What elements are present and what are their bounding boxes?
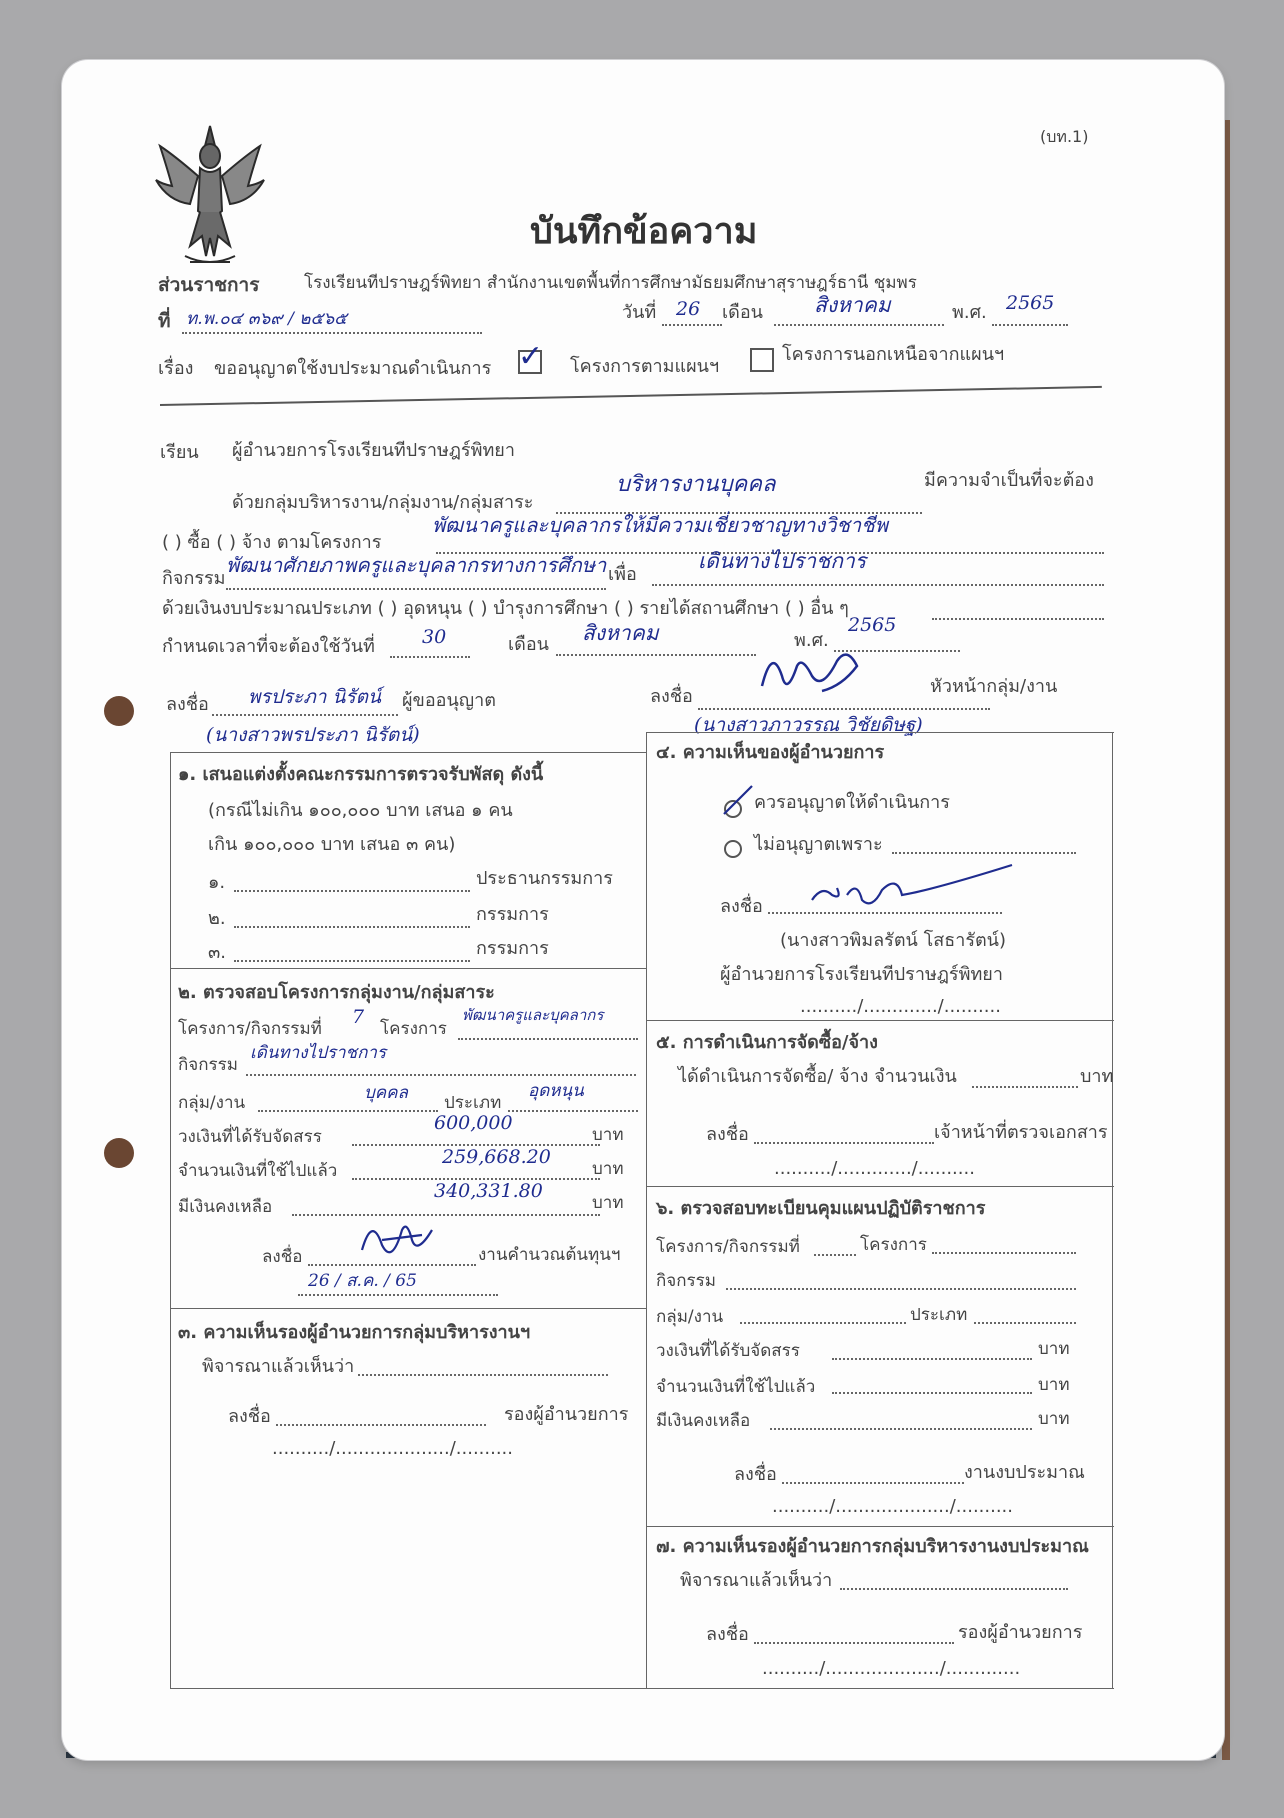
sec6-used-label: จำนวนเงินที่ใช้ไปแล้ว — [656, 1377, 816, 1397]
sec6-title: ๖. ตรวจสอบทะเบียนคุมแผนปฏิบัติราชการ — [656, 1198, 986, 1219]
sec2-group-value: บุคคล — [364, 1083, 408, 1103]
sec3-title: ๓. ความเห็นรองผู้อำนวยการกลุ่มบริหารงานฯ — [178, 1322, 531, 1343]
sec6-budget-label: วงเงินที่ได้รับจัดสรร — [656, 1341, 800, 1361]
sec3-consider: พิจารณาแล้วเห็นว่า — [202, 1356, 355, 1377]
sec6-activity-label: กิจกรรม — [656, 1271, 717, 1291]
date-year-label: พ.ศ. — [952, 302, 987, 323]
sec6-sig-label: ลงชื่อ — [734, 1464, 777, 1485]
page-title: บันทึกข้อความ — [530, 211, 758, 252]
sec4-approve: ควรอนุญาตให้ดำเนินการ — [754, 792, 950, 813]
sec3-sig-label: ลงชื่อ — [228, 1406, 271, 1427]
sec1-note1: (กรณีไม่เกิน ๑๐๐,๐๐๐ บาท เสนอ ๑ คน — [208, 800, 513, 821]
check-mark: ✓ — [518, 339, 544, 374]
sec2-used-unit: บาท — [592, 1159, 624, 1179]
sec4-title: ๔. ความเห็นของผู้อำนวยการ — [656, 742, 885, 763]
sec5-sig-role: เจ้าหน้าที่ตรวจเอกสาร — [934, 1122, 1108, 1143]
sec1-row2-num: ๒. — [208, 908, 226, 929]
sec2-budget-unit: บาท — [592, 1125, 624, 1145]
date-day-label: วันที่ — [622, 302, 657, 323]
sec1-row2-role: กรรมการ — [476, 904, 549, 925]
sec2-project-no: 7 — [352, 1006, 365, 1028]
sec7-sig-role: รองผู้อำนวยการ — [958, 1622, 1083, 1643]
sec1-row3-num: ๓. — [208, 942, 227, 963]
sec3-date: ........../..................../.......... — [272, 1438, 513, 1459]
sec6-sig-role: งานงบประมาณ — [964, 1462, 1085, 1483]
document-page — [62, 60, 1224, 1760]
subject-text: ขออนุญาตใช้งบประมาณดำเนินการ — [214, 358, 492, 379]
line5-month-label: เดือน — [508, 634, 549, 655]
sec6-date: ........../..................../.......... — [772, 1496, 1013, 1517]
line4-text: ด้วยเงินงบประมาณประเภท ( ) อุดหนุน ( ) บำรุงการศึกษา ( ) รายได้สถานศึกษา ( ) อื่น ๆ — [162, 598, 849, 619]
line3-value2: เดินทางไปราชการ — [698, 549, 867, 573]
date-day: 26 — [676, 298, 701, 320]
line3-prefix: กิจกรรม — [162, 568, 226, 589]
line1-prefix: ด้วยกลุ่มบริหารงาน/กลุ่มงาน/กลุ่มสาระ — [232, 492, 534, 513]
sec2-type-value: อุดหนุน — [528, 1081, 584, 1101]
reject-radio[interactable] — [724, 840, 742, 858]
sec6-remain-label: มีเงินคงเหลือ — [656, 1411, 751, 1431]
sec7-date: ........../..................../............. — [762, 1658, 1021, 1679]
sec2-activity-value: เดินทางไปราชการ — [250, 1043, 387, 1063]
sig-right-role: หัวหน้ากลุ่ม/งาน — [930, 676, 1058, 697]
sec1-row1-num: ๑. — [208, 872, 226, 893]
line3-mid: เพื่อ — [608, 564, 637, 585]
sec2-budget-label: วงเงินที่ได้รับจัดสรร — [178, 1127, 322, 1147]
director-signature — [802, 850, 1022, 920]
garuda-emblem — [150, 116, 270, 276]
sec2-project-value: พัฒนาครูและบุคลากร — [462, 1006, 604, 1024]
sec2-type-label: ประเภท — [444, 1093, 502, 1113]
line3-value: พัฒนาศักยภาพครูและบุคลากรทางการศึกษา — [226, 553, 607, 577]
sec5-title: ๕. การดำเนินการจัดซื้อ/จ้าง — [656, 1032, 878, 1053]
sec2-project-label2: โครงการ — [380, 1019, 447, 1039]
sec5-date: ........../............./.......... — [774, 1158, 975, 1179]
sec4-sig-label: ลงชื่อ — [720, 896, 763, 917]
line5-year-label: พ.ศ. — [794, 630, 829, 651]
line2-value: พัฒนาครูและบุคลากรให้มีความเชี่ยวชาญทางวิชาชีพ — [432, 513, 888, 537]
sig-left-value: พรประภา นิรัตน์ — [248, 686, 381, 708]
sec2-remain-label: มีเงินคงเหลือ — [178, 1197, 273, 1217]
approve-mark — [718, 780, 758, 820]
to-label: เรียน — [160, 442, 199, 463]
sig-left-name: (นางสาวพรประภา นิรัตน์) — [206, 724, 420, 746]
sec4-date: ........../............./.......... — [800, 996, 1001, 1017]
sec6-project-label2: โครงการ — [860, 1235, 927, 1255]
agency-value: โรงเรียนทีปราษฎร์พิทยา สำนักงานเขตพื้นที่การศึกษามัธยมศึกษาสุราษฎร์ธานี ชุมพร — [304, 273, 917, 293]
sec2-sig-label: ลงชื่อ — [262, 1247, 303, 1267]
sec5-sig-label: ลงชื่อ — [706, 1124, 749, 1145]
sec6-remain-unit: บาท — [1038, 1409, 1070, 1429]
out-plan-checkbox[interactable] — [750, 348, 774, 372]
sec3-sig-role: รองผู้อำนวยการ — [504, 1404, 629, 1425]
sec2-title: ๒. ตรวจสอบโครงการกลุ่มงาน/กลุ่มสาระ — [178, 982, 495, 1003]
sec2-remain-unit: บาท — [592, 1193, 624, 1213]
sec2-sig-role: งานคำนวณต้นทุนฯ — [478, 1245, 621, 1265]
option-in-plan: โครงการตามแผนฯ — [570, 356, 720, 377]
line5-prefix: กำหนดเวลาที่จะต้องใช้วันที่ — [162, 636, 375, 657]
sec1-row1-role: ประธานกรรมการ — [476, 868, 613, 889]
header-divider — [160, 386, 1102, 406]
sec2-used-value: 259,668.20 — [442, 1146, 551, 1168]
line5-year: 2565 — [848, 614, 897, 636]
sec2-signature — [352, 1210, 442, 1270]
sec7-sig-label: ลงชื่อ — [706, 1624, 749, 1645]
sec4-position: ผู้อำนวยการโรงเรียนทีปราษฎร์พิทยา — [720, 964, 1003, 985]
line1-suffix: มีความจำเป็นที่จะต้อง — [924, 470, 1094, 491]
line1-value: บริหารงานบุคคล — [616, 472, 776, 497]
ref-value: ท.พ.๐๔ ๓๖๙ / ๒๕๖๕ — [186, 309, 347, 329]
sec7-title: ๗. ความเห็นรองผู้อำนวยการกลุ่มบริหารงานงบประมาณ — [656, 1536, 1089, 1557]
punch-hole-top — [104, 696, 134, 726]
sec1-note2: เกิน ๑๐๐,๐๐๐ บาท เสนอ ๓ คน) — [208, 834, 456, 855]
ref-label: ที่ — [158, 310, 171, 332]
sec2-budget-value: 600,000 — [434, 1112, 513, 1134]
sec2-remain-value: 340,331.80 — [434, 1180, 543, 1202]
subject-label: เรื่อง — [158, 358, 194, 379]
sec4-name: (นางสาวพิมลรัตน์ โสธารัตน์) — [780, 930, 1007, 951]
line2-prefix: ( ) ซื้อ ( ) จ้าง ตามโครงการ — [162, 532, 382, 553]
sec6-type-label: ประเภท — [910, 1305, 968, 1325]
sec6-project-label: โครงการ/กิจกรรมที่ — [656, 1237, 800, 1257]
date-year: 2565 — [1006, 292, 1055, 314]
sec1-title: ๑. เสนอแต่งตั้งคณะกรรมการตรวจรับพัสดุ ดังนี้ — [178, 764, 544, 785]
sec5-line: ได้ดำเนินการจัดซื้อ/ จ้าง จำนวนเงิน — [678, 1066, 957, 1087]
punch-hole-bottom — [104, 1138, 134, 1168]
sec2-sig-date: 26 / ส.ค. / 65 — [308, 1271, 417, 1291]
sig-right-name: (นางสาวภาวรรณ วิชัยดิษฐ) — [694, 714, 923, 736]
sec7-consider: พิจารณาแล้วเห็นว่า — [680, 1570, 833, 1591]
sig-left-role: ผู้ขออนุญาต — [402, 690, 496, 711]
to-value: ผู้อำนวยการโรงเรียนทีปราษฎร์พิทยา — [232, 440, 515, 461]
sec4-reject: ไม่อนุญาตเพราะ — [754, 834, 883, 855]
option-out-plan: โครงการนอกเหนือจากแผนฯ — [782, 344, 1005, 365]
line5-month: สิงหาคม — [582, 621, 659, 645]
sec1-row3-role: กรรมการ — [476, 938, 549, 959]
date-month: สิงหาคม — [814, 293, 891, 317]
sig-right-label: ลงชื่อ — [650, 686, 693, 707]
sec2-used-label: จำนวนเงินที่ใช้ไปแล้ว — [178, 1161, 338, 1181]
date-month-label: เดือน — [722, 302, 763, 323]
sec6-budget-unit: บาท — [1038, 1339, 1070, 1359]
sec6-group-label: กลุ่ม/งาน — [656, 1307, 724, 1327]
line5-day: 30 — [422, 626, 447, 648]
sec2-project-label: โครงการ/กิจกรรมที่ — [178, 1019, 322, 1039]
sig-left-label: ลงชื่อ — [166, 694, 209, 715]
sec5-unit: บาท — [1080, 1066, 1114, 1087]
sec2-group-label: กลุ่ม/งาน — [178, 1093, 246, 1113]
agency-label: ส่วนราชการ — [158, 274, 260, 296]
sec2-activity-label: กิจกรรม — [178, 1055, 239, 1075]
form-code: (บท.1) — [1040, 127, 1089, 146]
head-signature — [742, 636, 872, 716]
sec6-used-unit: บาท — [1038, 1375, 1070, 1395]
